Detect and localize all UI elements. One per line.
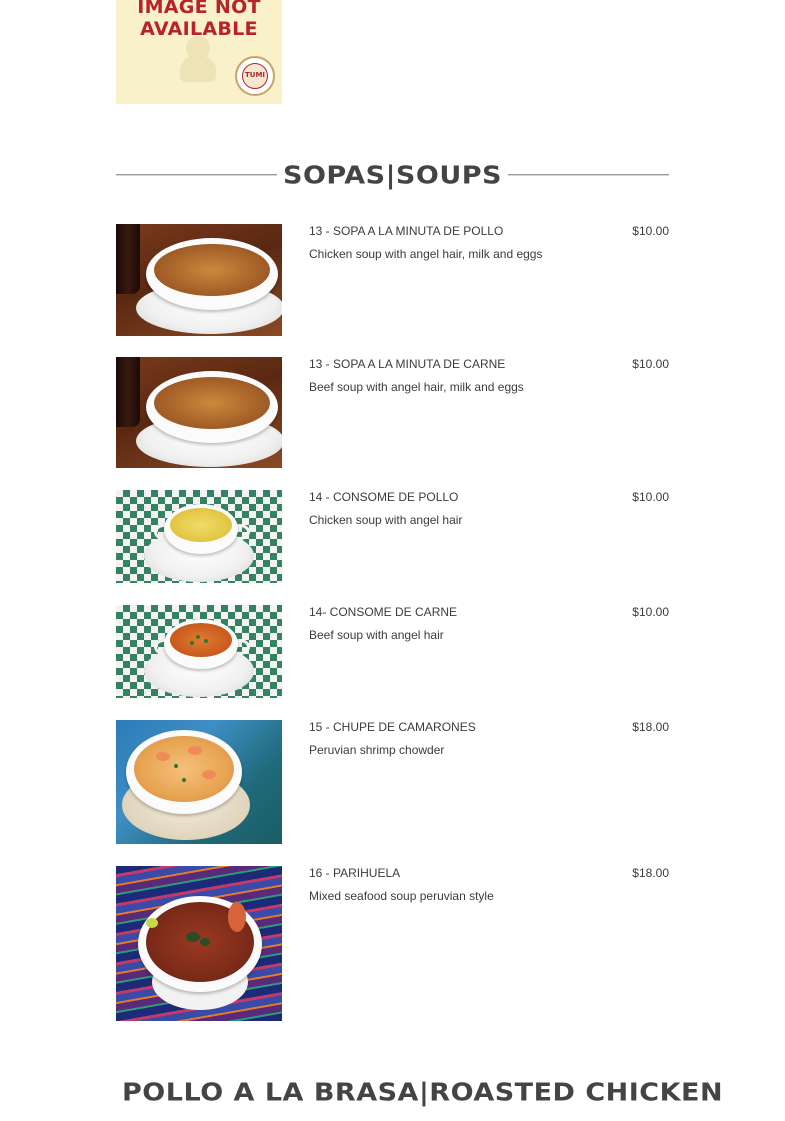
menu-item-price: $18.00 — [632, 720, 669, 734]
menu-item[interactable] — [116, 224, 669, 336]
menu-item[interactable] — [116, 357, 669, 468]
menu-item-name: 14- CONSOME DE CARNE — [309, 605, 458, 619]
image-not-available-placeholder — [116, 0, 282, 104]
menu-item-price: $10.00 — [632, 357, 669, 371]
section-header-soups — [116, 157, 669, 193]
menu-item-image[interactable] — [116, 866, 282, 1021]
menu-item-image[interactable] — [116, 357, 282, 468]
menu-item-name: 15 - CHUPE DE CAMARONES — [309, 720, 476, 734]
divider-left — [116, 174, 277, 176]
image-not-available-text: IMAGE NOT AVAILABLE — [137, 0, 261, 40]
menu-item-image[interactable] — [116, 490, 282, 583]
menu-item-price: $18.00 — [632, 866, 669, 880]
restaurant-logo-icon: TUMI — [235, 56, 275, 96]
menu-item-image[interactable] — [116, 720, 282, 844]
menu-item-name: 14 - CONSOME DE POLLO — [309, 490, 459, 504]
menu-item-name: 13 - SOPA A LA MINUTA DE CARNE — [309, 357, 506, 371]
divider-right — [508, 174, 669, 176]
menu-item-description: Beef soup with angel hair, milk and eggs — [309, 380, 524, 394]
menu-item[interactable] — [116, 605, 669, 698]
menu-item-price: $10.00 — [632, 490, 669, 504]
menu-item-image[interactable] — [116, 224, 282, 336]
menu-item-price: $10.00 — [632, 224, 669, 238]
menu-item-image[interactable] — [116, 605, 282, 698]
menu-item-name: 13 - SOPA A LA MINUTA DE POLLO — [309, 224, 504, 238]
menu-item-name: 16 - PARIHUELA — [309, 866, 401, 880]
section-header-roasted-chicken — [116, 1074, 724, 1110]
menu-item-description: Chicken soup with angel hair, milk and eggs — [309, 247, 543, 261]
menu-item[interactable] — [116, 866, 669, 1021]
menu-item[interactable] — [116, 720, 669, 844]
person-silhouette-icon — [178, 36, 218, 82]
section-title-soups: SOPAS|SOUPS — [283, 160, 502, 190]
menu-item-description: Peruvian shrimp chowder — [309, 743, 445, 757]
menu-item-description: Beef soup with angel hair — [309, 628, 444, 642]
section-title-roasted-chicken: POLLO A LA BRASA|ROASTED CHICKEN — [122, 1077, 724, 1107]
menu-item-description: Mixed seafood soup peruvian style — [309, 889, 494, 903]
menu-item-price: $10.00 — [632, 605, 669, 619]
menu-item-description: Chicken soup with angel hair — [309, 513, 463, 527]
menu-item[interactable] — [116, 490, 669, 583]
